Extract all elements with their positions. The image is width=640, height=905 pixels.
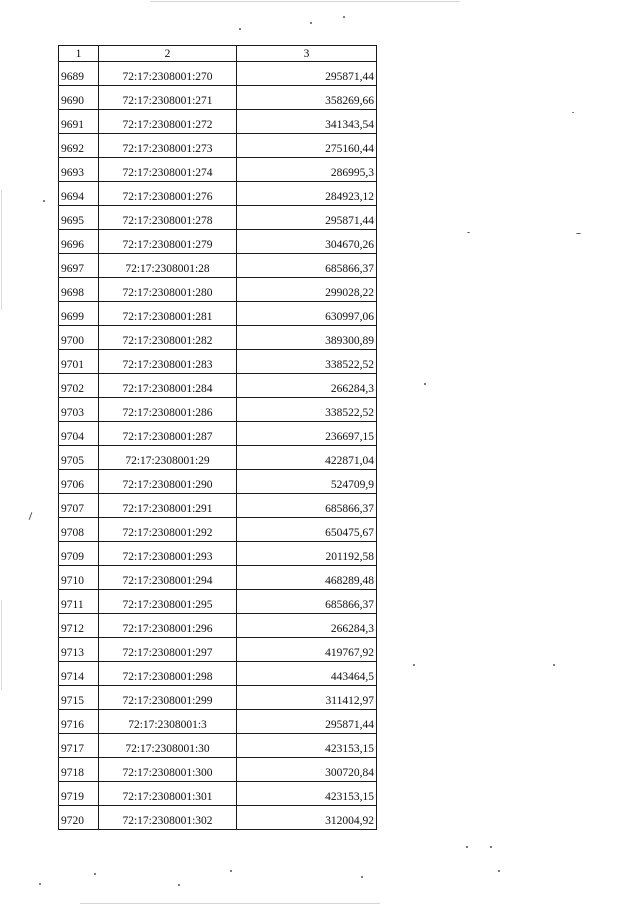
table-body (59, 62, 377, 830)
row-number: 9716 (59, 710, 99, 734)
cadastral-number: 72:17:2308001:300 (99, 758, 237, 782)
row-number: 9711 (59, 590, 99, 614)
scan-top-line (150, 1, 460, 2)
table-row (59, 302, 377, 326)
cadastral-number: 72:17:2308001:286 (99, 398, 237, 422)
header-col-3: 3 (237, 46, 377, 62)
table-row (59, 590, 377, 614)
table-row (59, 86, 377, 110)
table-row (59, 734, 377, 758)
scan-speck (490, 846, 492, 848)
row-number: 9707 (59, 494, 99, 518)
scan-speck (239, 28, 241, 30)
header-col-2: 2 (99, 46, 237, 62)
table-header (59, 46, 377, 62)
cadastral-value: 304670,26 (237, 230, 377, 254)
cadastral-number: 72:17:2308001:276 (99, 182, 237, 206)
table-row (59, 542, 377, 566)
cadastral-number: 72:17:2308001:278 (99, 206, 237, 230)
table-row (59, 566, 377, 590)
cadastral-value: 284923,12 (237, 182, 377, 206)
cadastral-value: 338522,52 (237, 350, 377, 374)
table-row (59, 758, 377, 782)
cadastral-number: 72:17:2308001:284 (99, 374, 237, 398)
row-number: 9690 (59, 86, 99, 110)
cadastral-number: 72:17:2308001:280 (99, 278, 237, 302)
cadastral-number: 72:17:2308001:271 (99, 86, 237, 110)
row-number: 9715 (59, 686, 99, 710)
scan-speck (310, 22, 312, 24)
cadastral-value: 422871,04 (237, 446, 377, 470)
scan-speck (29, 512, 33, 520)
cadastral-value: 630997,06 (237, 302, 377, 326)
scan-speck (424, 383, 426, 385)
scan-speck (413, 664, 415, 666)
scan-speck (343, 16, 345, 18)
row-number: 9699 (59, 302, 99, 326)
table-row (59, 710, 377, 734)
scan-left-line (1, 190, 2, 310)
table-row (59, 446, 377, 470)
cadastral-number: 72:17:2308001:292 (99, 518, 237, 542)
row-number: 9700 (59, 326, 99, 350)
row-number: 9693 (59, 158, 99, 182)
cadastral-value: 389300,89 (237, 326, 377, 350)
row-number: 9712 (59, 614, 99, 638)
row-number: 9717 (59, 734, 99, 758)
scan-speck (178, 884, 180, 886)
table-row (59, 470, 377, 494)
cadastral-number: 72:17:2308001:294 (99, 566, 237, 590)
table-row (59, 110, 377, 134)
table-row (59, 230, 377, 254)
row-number: 9702 (59, 374, 99, 398)
header-col-1: 1 (59, 46, 99, 62)
table-row (59, 518, 377, 542)
cadastral-number: 72:17:2308001:298 (99, 662, 237, 686)
table-row (59, 614, 377, 638)
scan-speck (498, 870, 500, 872)
cadastral-value: 295871,44 (237, 710, 377, 734)
cadastral-value: 524709,9 (237, 470, 377, 494)
row-number: 9704 (59, 422, 99, 446)
cadastral-number: 72:17:2308001:301 (99, 782, 237, 806)
cadastral-value: 300720,84 (237, 758, 377, 782)
cadastral-value: 685866,37 (237, 590, 377, 614)
cadastral-value: 423153,15 (237, 734, 377, 758)
cadastral-number: 72:17:2308001:273 (99, 134, 237, 158)
cadastral-value: 419767,92 (237, 638, 377, 662)
cadastral-number: 72:17:2308001:270 (99, 62, 237, 86)
row-number: 9709 (59, 542, 99, 566)
row-number: 9705 (59, 446, 99, 470)
scan-speck (553, 664, 555, 666)
row-number: 9696 (59, 230, 99, 254)
row-number: 9701 (59, 350, 99, 374)
table-row (59, 350, 377, 374)
cadastral-number: 72:17:2308001:3 (99, 710, 237, 734)
scan-speck (466, 846, 468, 848)
cadastral-value: 266284,3 (237, 614, 377, 638)
cadastral-number: 72:17:2308001:296 (99, 614, 237, 638)
cadastral-value: 312004,92 (237, 806, 377, 830)
scan-speck (230, 870, 232, 872)
cadastral-number: 72:17:2308001:279 (99, 230, 237, 254)
row-number: 9720 (59, 806, 99, 830)
cadastral-value: 358269,66 (237, 86, 377, 110)
table-row (59, 134, 377, 158)
row-number: 9692 (59, 134, 99, 158)
row-number: 9691 (59, 110, 99, 134)
table-row (59, 374, 377, 398)
cadastral-value: 468289,48 (237, 566, 377, 590)
scan-speck (39, 883, 41, 885)
cadastral-value: 341343,54 (237, 110, 377, 134)
cadastral-value: 685866,37 (237, 494, 377, 518)
row-number: 9710 (59, 566, 99, 590)
cadastral-value-table (58, 45, 377, 830)
row-number: 9703 (59, 398, 99, 422)
cadastral-value: 201192,58 (237, 542, 377, 566)
scan-speck (572, 112, 574, 113)
scan-speck (467, 232, 470, 233)
cadastral-value: 443464,5 (237, 662, 377, 686)
scan-speck (576, 233, 581, 234)
cadastral-value: 295871,44 (237, 206, 377, 230)
row-number: 9706 (59, 470, 99, 494)
row-number: 9708 (59, 518, 99, 542)
scan-speck (94, 873, 96, 875)
row-number: 9698 (59, 278, 99, 302)
table-row (59, 662, 377, 686)
cadastral-number: 72:17:2308001:272 (99, 110, 237, 134)
table-row (59, 782, 377, 806)
table-row (59, 686, 377, 710)
cadastral-value: 295871,44 (237, 62, 377, 86)
cadastral-value: 311412,97 (237, 686, 377, 710)
cadastral-number: 72:17:2308001:295 (99, 590, 237, 614)
row-number: 9697 (59, 254, 99, 278)
table-row (59, 398, 377, 422)
table-row (59, 182, 377, 206)
cadastral-value: 423153,15 (237, 782, 377, 806)
cadastral-number: 72:17:2308001:293 (99, 542, 237, 566)
table-row (59, 326, 377, 350)
header-row (59, 46, 377, 62)
cadastral-value: 338522,52 (237, 398, 377, 422)
cadastral-value: 299028,22 (237, 278, 377, 302)
cadastral-number: 72:17:2308001:281 (99, 302, 237, 326)
cadastral-number: 72:17:2308001:282 (99, 326, 237, 350)
scan-bottom-line (80, 903, 380, 904)
table-row (59, 206, 377, 230)
cadastral-number: 72:17:2308001:291 (99, 494, 237, 518)
cadastral-number: 72:17:2308001:287 (99, 422, 237, 446)
cadastral-number: 72:17:2308001:30 (99, 734, 237, 758)
table-row (59, 278, 377, 302)
cadastral-number: 72:17:2308001:274 (99, 158, 237, 182)
table-row (59, 638, 377, 662)
table-row (59, 62, 377, 86)
row-number: 9714 (59, 662, 99, 686)
row-number: 9694 (59, 182, 99, 206)
cadastral-number: 72:17:2308001:283 (99, 350, 237, 374)
cadastral-number: 72:17:2308001:290 (99, 470, 237, 494)
table-row (59, 806, 377, 830)
cadastral-number: 72:17:2308001:299 (99, 686, 237, 710)
cadastral-value: 236697,15 (237, 422, 377, 446)
table-row (59, 158, 377, 182)
cadastral-value: 275160,44 (237, 134, 377, 158)
cadastral-number: 72:17:2308001:29 (99, 446, 237, 470)
row-number: 9719 (59, 782, 99, 806)
cadastral-value: 650475,67 (237, 518, 377, 542)
cadastral-number: 72:17:2308001:297 (99, 638, 237, 662)
cadastral-value: 286995,3 (237, 158, 377, 182)
table-row (59, 422, 377, 446)
row-number: 9713 (59, 638, 99, 662)
cadastral-value: 685866,37 (237, 254, 377, 278)
cadastral-number: 72:17:2308001:28 (99, 254, 237, 278)
table-row (59, 254, 377, 278)
cadastral-number: 72:17:2308001:302 (99, 806, 237, 830)
row-number: 9689 (59, 62, 99, 86)
scan-speck (43, 200, 45, 202)
row-number: 9695 (59, 206, 99, 230)
row-number: 9718 (59, 758, 99, 782)
scan-speck (361, 876, 363, 878)
cadastral-value: 266284,3 (237, 374, 377, 398)
table-row (59, 494, 377, 518)
scan-left-line-lower (1, 600, 2, 690)
